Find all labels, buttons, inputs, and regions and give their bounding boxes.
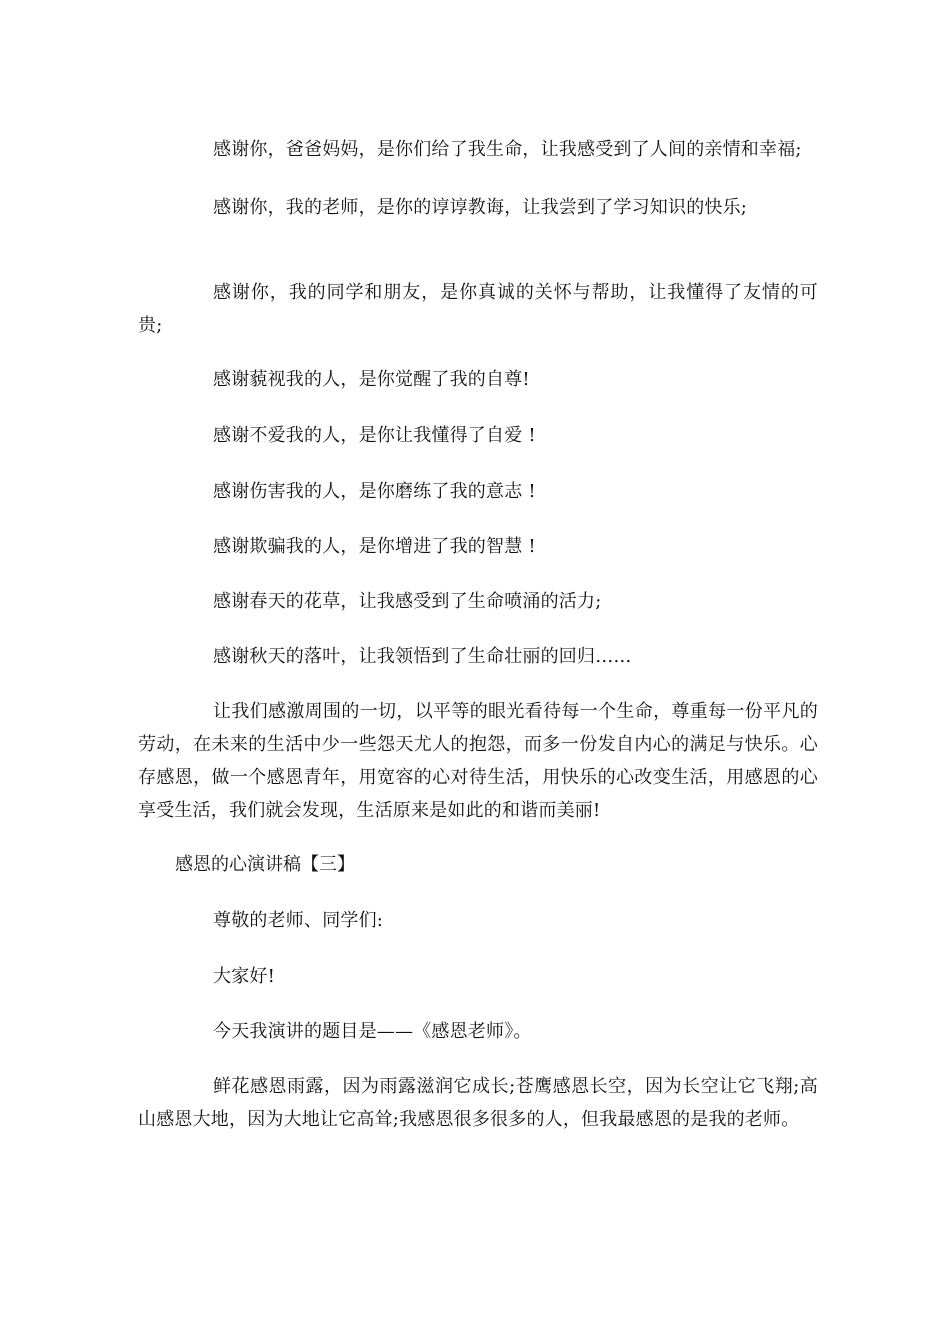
paragraph-thanks-unloving: 感谢不爱我的人，是你让我懂得了自爱 ! [213, 425, 536, 446]
paragraph-thanks-teacher: 感谢你，我的老师，是你的谆谆教诲，让我尝到了学习知识的快乐; [213, 197, 748, 218]
paragraph-thanks-hurting: 感谢伤害我的人，是你磨练了我的意志 ! [213, 481, 536, 502]
paragraph-thanks-autumn: 感谢秋天的落叶，让我领悟到了生命壮丽的回归…… [213, 646, 632, 667]
paragraph-gratitude-summary: 让我们感激周围的一切，以平等的眼光看待每一个生命，尊重每一份平凡的劳动，在未来的生活中少一些怨天尤人的抱怨，而多一份发自内心的满足与快乐。心存感恩，做一个感恩青年，用宽容的心对待生活，用快乐的心改变生活，用感恩的心享受生活，我们就会发现，生活原来是如此的和谐而美丽! [138, 701, 818, 821]
paragraph-thanks-friends: 感谢你，我的同学和朋友，是你真诚的关怀与帮助，让我懂得了友情的可贵; [138, 282, 818, 336]
section-heading: 感恩的心演讲稿【三】 [175, 854, 355, 875]
paragraph-thanks-despisers: 感谢藐视我的人，是你觉醒了我的自尊! [213, 369, 530, 390]
paragraph-flowers-metaphor: 鲜花感恩雨露，因为雨露滋润它成长;苍鹰感恩长空，因为长空让它飞翔;高山感恩大地，因为大地让它高耸;我感恩很多很多的人，但我最感恩的是我的老师。 [138, 1076, 818, 1130]
paragraph-hello: 大家好! [213, 966, 276, 987]
paragraph-thanks-parents: 感谢你，爸爸妈妈，是你们给了我生命，让我感受到了人间的亲情和幸福; [213, 139, 802, 160]
paragraph-thanks-spring: 感谢春天的花草，让我感受到了生命喷涌的活力; [213, 591, 602, 612]
paragraph-speech-title: 今天我演讲的题目是——《感恩老师》。 [213, 1021, 532, 1042]
paragraph-thanks-deceivers: 感谢欺骗我的人，是你增进了我的智慧 ! [213, 536, 536, 557]
paragraph-greeting-audience: 尊敬的老师、同学们: [213, 910, 384, 931]
